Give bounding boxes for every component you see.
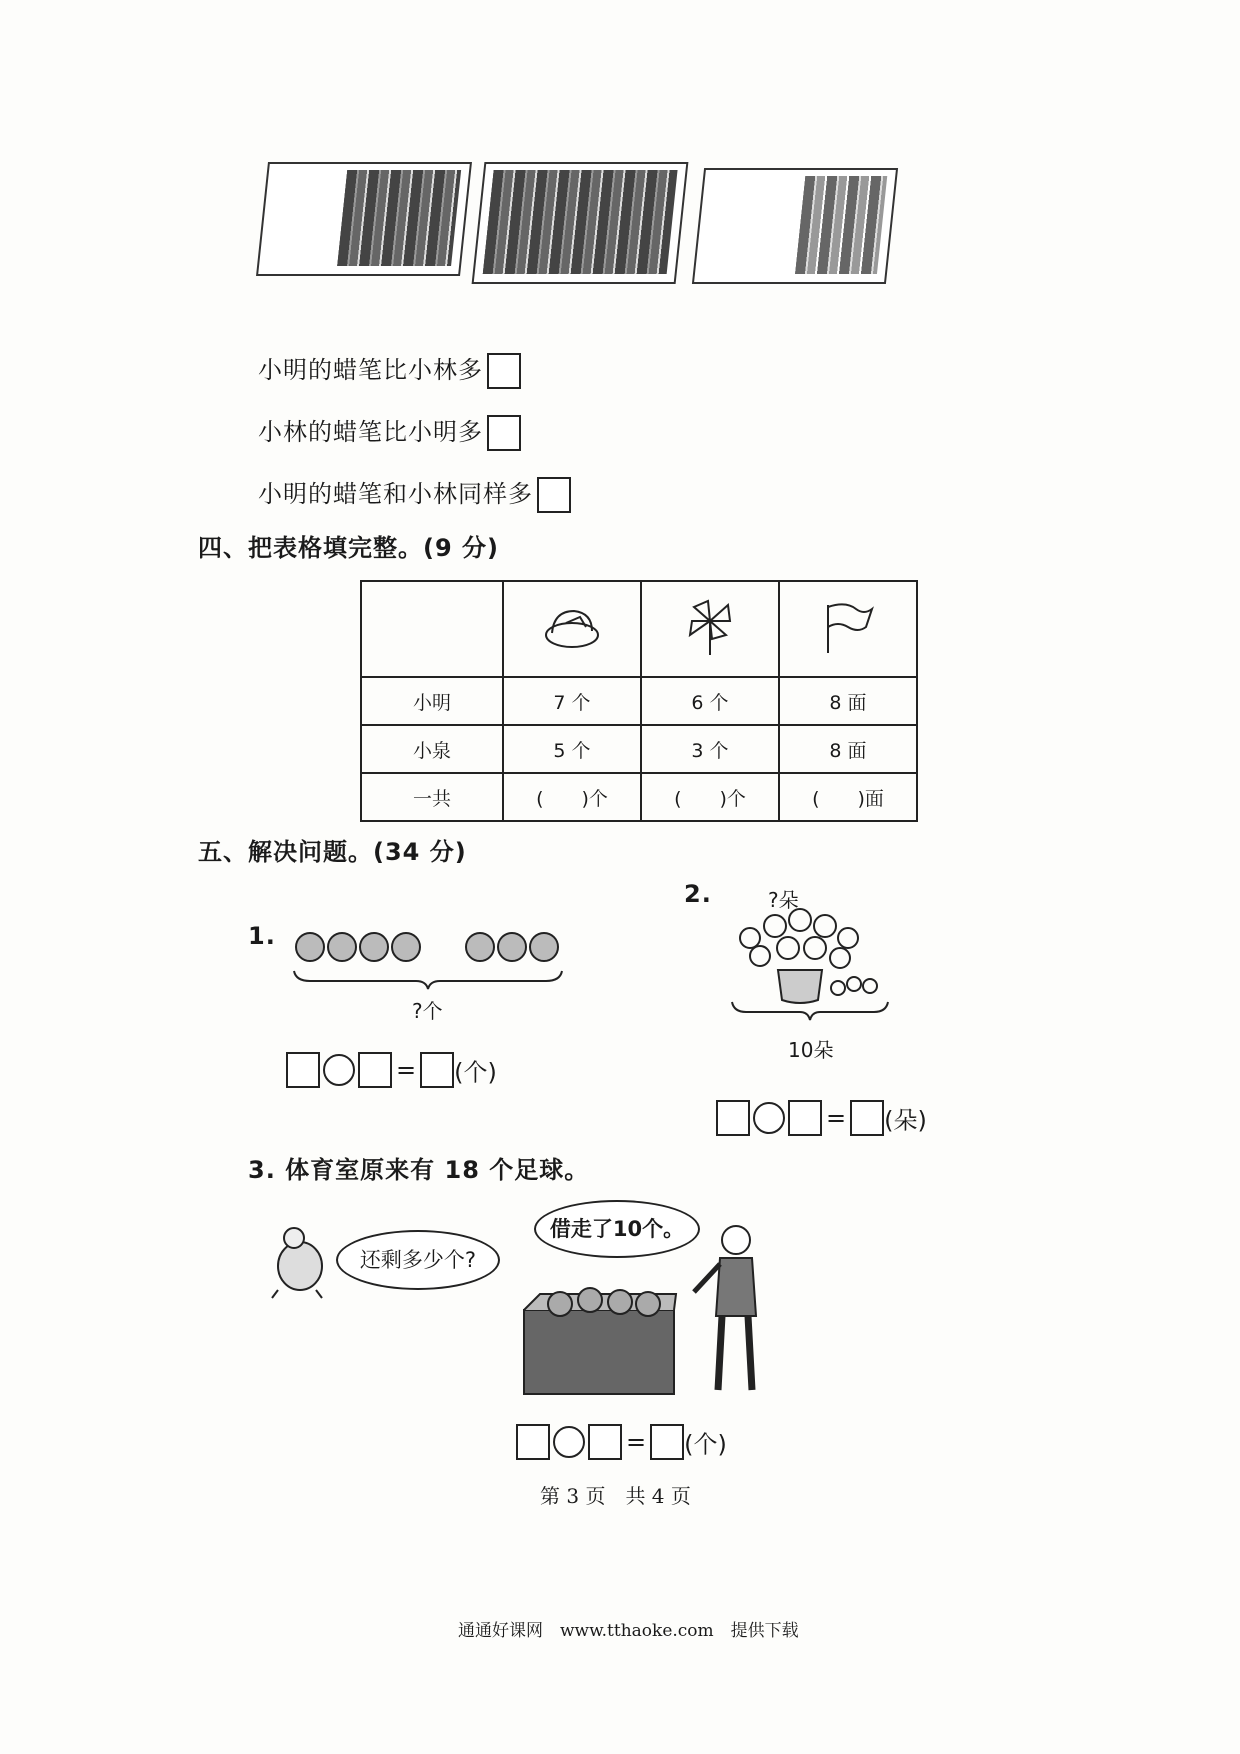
crayon-box-middle (472, 162, 689, 284)
header-empty-cell (361, 581, 503, 677)
problem-3-text: 3. 体育室原来有 18 个足球。 (248, 1156, 590, 1184)
crayon-question-1-text: 小明的蜡笔比小林多 (258, 356, 483, 384)
flowers-illustration (720, 908, 900, 1038)
page-number: 第 3 页 共 4 页 (540, 1484, 691, 1508)
problem-2-number: 2. (684, 880, 712, 908)
row-label-xiaoming: 小明 (361, 677, 503, 725)
problem-3-equation (516, 1424, 727, 1460)
problem-1-equation (286, 1052, 497, 1088)
operator-circle[interactable] (753, 1102, 785, 1134)
total-answer-cell[interactable]: ( )面 (779, 773, 917, 821)
ball-crate-illustration (520, 1280, 680, 1400)
apple-group-right (466, 933, 558, 961)
crayon-box-left (256, 162, 472, 276)
equals-sign: = (626, 1428, 647, 1456)
result-box[interactable] (420, 1052, 454, 1088)
equation-box[interactable] (358, 1052, 392, 1088)
speech-bubble-left: 还剩多少个? (336, 1230, 500, 1290)
cap-icon (540, 601, 604, 653)
row-label-xiaoquan: 小泉 (361, 725, 503, 773)
header-pinwheel-cell (641, 581, 779, 677)
cell-value: 5 个 (503, 725, 641, 773)
cell-value: 6 个 (641, 677, 779, 725)
apple-group-left (296, 933, 420, 961)
operator-circle[interactable] (553, 1426, 585, 1458)
flag-icon (816, 597, 880, 657)
problem-2-top-label: ?朵 (768, 888, 799, 912)
operator-circle[interactable] (323, 1054, 355, 1086)
crayon-question-2-text: 小林的蜡笔比小明多 (258, 418, 483, 446)
crayon-question-1 (258, 350, 521, 389)
header-flag-cell (779, 581, 917, 677)
section-5-title: 五、解决问题。(34 分) (198, 838, 467, 866)
answer-box[interactable] (487, 353, 521, 389)
row-label-total: 一共 (361, 773, 503, 821)
result-box[interactable] (850, 1100, 884, 1136)
equals-sign: = (396, 1056, 417, 1084)
answer-box[interactable] (537, 477, 571, 513)
cell-value: 3 个 (641, 725, 779, 773)
equation-box[interactable] (716, 1100, 750, 1136)
cell-value: 7 个 (503, 677, 641, 725)
equation-box[interactable] (788, 1100, 822, 1136)
unit-label: (个) (684, 1430, 727, 1459)
bug-character-icon (264, 1220, 334, 1300)
header-cap-cell (503, 581, 641, 677)
crayon-question-2 (258, 412, 521, 451)
problem-1-brace-label: ?个 (412, 999, 443, 1023)
equation-box[interactable] (286, 1052, 320, 1088)
crayon-box-right (692, 168, 898, 284)
cell-value: 8 面 (779, 677, 917, 725)
total-answer-cell[interactable]: ( )个 (641, 773, 779, 821)
brace (294, 971, 562, 989)
footer-credit: 通通好课网 www.tthaoke.com 提供下载 (458, 1621, 799, 1641)
section-4-title: 四、把表格填完整。(9 分) (198, 534, 499, 562)
fill-table (360, 580, 918, 822)
answer-box[interactable] (487, 415, 521, 451)
equals-sign: = (826, 1104, 847, 1132)
total-answer-cell[interactable]: ( )个 (503, 773, 641, 821)
crayon-question-3 (258, 474, 571, 513)
man-figure-icon (690, 1220, 780, 1400)
speech-bubble-right: 借走了10个。 (534, 1200, 700, 1258)
flower-bouquet (740, 909, 858, 1003)
crayon-question-3-text: 小明的蜡笔和小林同样多 (258, 480, 533, 508)
unit-label: (朵) (884, 1106, 927, 1135)
problem-2-equation (716, 1100, 927, 1136)
loose-flowers (831, 977, 877, 995)
equation-box[interactable] (516, 1424, 550, 1460)
problem-1-number: 1. (248, 922, 276, 950)
equation-box[interactable] (588, 1424, 622, 1460)
cell-value: 8 面 (779, 725, 917, 773)
unit-label: (个) (454, 1058, 497, 1087)
pinwheel-icon (680, 595, 740, 659)
result-box[interactable] (650, 1424, 684, 1460)
problem-2-brace-label: 10朵 (788, 1038, 834, 1062)
brace (732, 1002, 888, 1020)
